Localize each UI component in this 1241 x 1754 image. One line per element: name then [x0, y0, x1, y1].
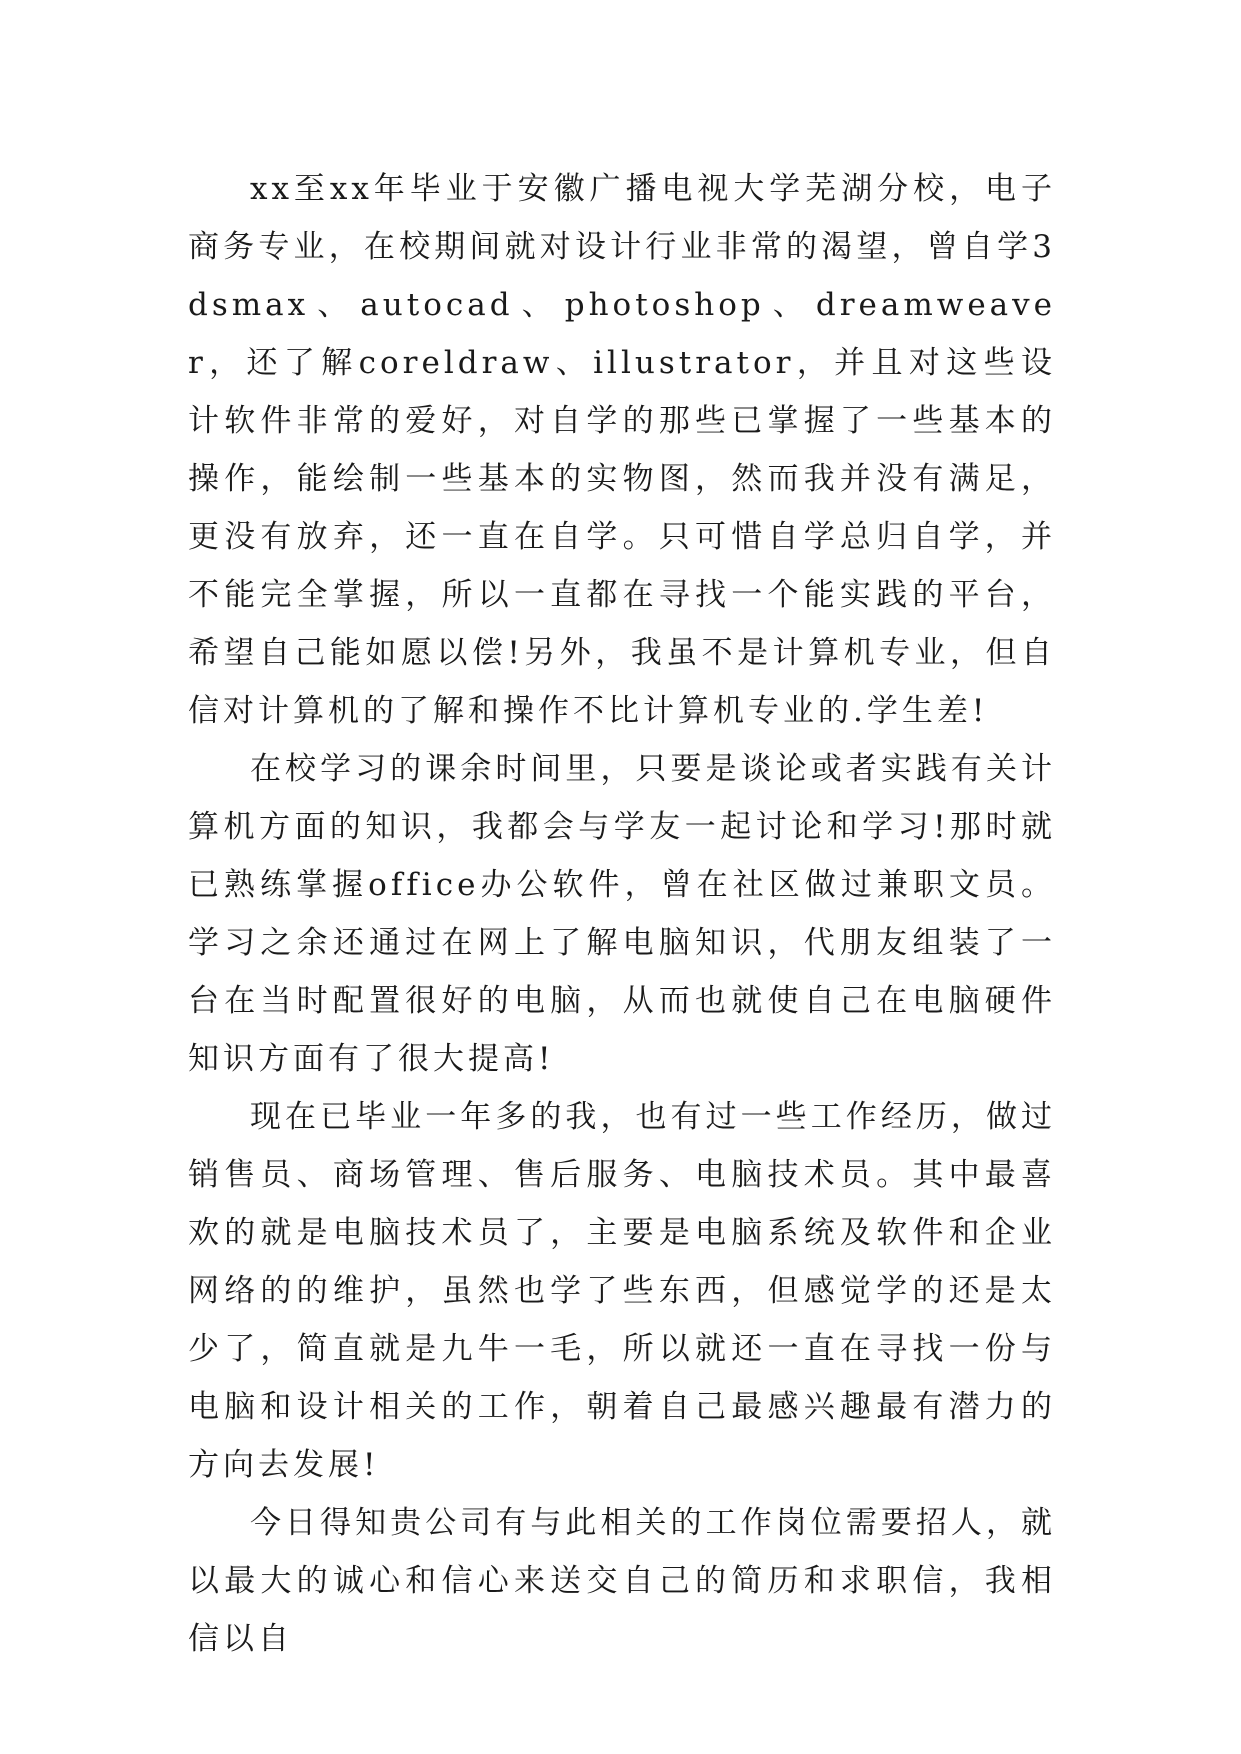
- paragraph-2: 在校学习的课余时间里，只要是谈论或者实践有关计算机方面的知识，我都会与学友一起讨论和学习!那时就已熟练掌握office办公软件，曾在社区做过兼职文员。学习之余还通过在网上了解电脑知识，代朋友组装了一台在当时配置很好的电脑，从而也就使自己在电脑硬件知识方面有了很大提高!: [188, 751, 1056, 1077]
- paragraph-3: 现在已毕业一年多的我，也有过一些工作经历，做过销售员、商场管理、售后服务、电脑技术员。其中最喜欢的就是电脑技术员了，主要是电脑系统及软件和企业网络的的维护，虽然也学了些东西，但感觉学的还是太少了，简直就是九牛一毛，所以就还一直在寻找一份与电脑和设计相关的工作，朝着自己最感兴趣最有潜力的方向去发展!: [188, 1099, 1056, 1483]
- body-text: [188, 160, 1056, 1668]
- paragraph-1: xx至xx年毕业于安徽广播电视大学芜湖分校，电子商务专业，在校期间就对设计行业非常的渴望，曾自学3dsmax、autocad、photoshop、dreamweaver，还了解coreldraw、illustrator，并且对这些设计软件非常的爱好，对自学的那些已掌握了一些基本的操作，能绘制一些基本的实物图，然而我并没有满足，更没有放弃，还一直在自学。只可惜自学总归自学，并不能完全掌握，所以一直都在寻找一个能实践的平台，希望自己能如愿以偿!另外，我虽不是计算机专业，但自信对计算机的了解和操作不比计算机专业的.学生差!: [188, 171, 1056, 729]
- paragraph-4: 今日得知贵公司有与此相关的工作岗位需要招人，就以最大的诚心和信心来送交自己的简历和求职信，我相信以自: [188, 1505, 1056, 1657]
